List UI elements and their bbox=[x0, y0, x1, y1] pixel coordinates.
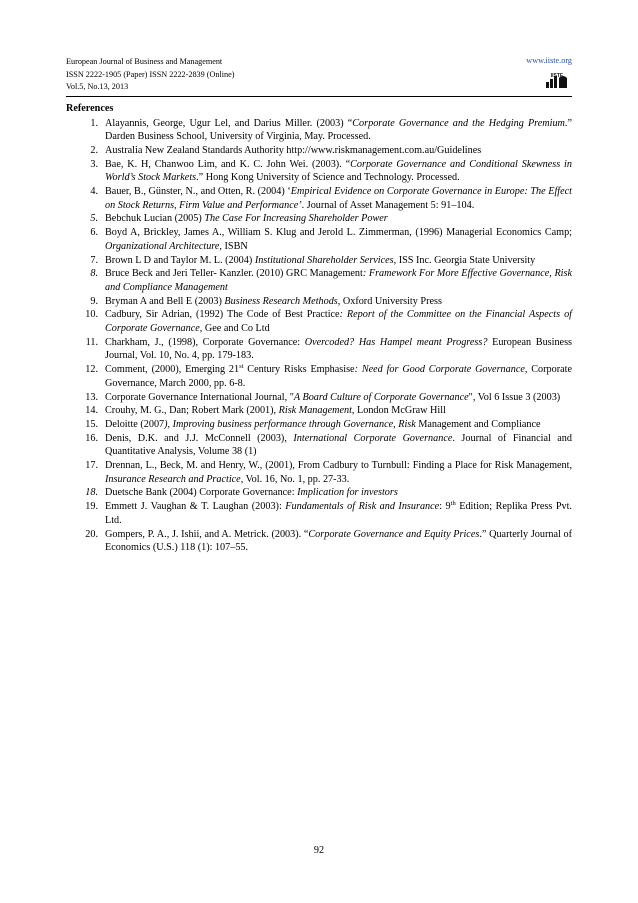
journal-title: European Journal of Business and Management bbox=[66, 57, 223, 66]
reference-item bbox=[66, 308, 572, 335]
reference-text: European Business Journal, Vol. 10, No. 4, pp. 179-183. bbox=[105, 336, 573, 362]
reference-text: Charkham, J., (1998), Corporate Governance: bbox=[105, 336, 305, 348]
reference-text: .” Darden Business School, University of Virginia, May. Processed. bbox=[105, 117, 572, 143]
reference-item bbox=[66, 418, 572, 432]
reference-item bbox=[66, 212, 572, 226]
reference-number: 2. bbox=[90, 144, 98, 156]
reference-text: : Report of the Committee on the Financial Aspects of Corporate Governance bbox=[105, 309, 572, 335]
reference-item bbox=[66, 391, 572, 405]
reference-text: Bebchuk Lucian (2005) bbox=[105, 213, 205, 225]
reference-text: Institutional Shareholder Services bbox=[254, 254, 394, 266]
reference-text: Implication for investors bbox=[297, 487, 398, 499]
reference-text: Bae, K. H, Chanwoo Lim, and K. C. John Wei. (2003). “ bbox=[105, 158, 351, 170]
journal-volume: Vol.5, No.13, 2013 bbox=[66, 82, 129, 91]
reference-item bbox=[66, 486, 572, 500]
reference-text: Business Research Methods bbox=[224, 295, 338, 307]
reference-text: Boyd A, Brickley, James A., William S. Klug and Jerold L. Zimmerman, (1996) Managerial Economics Camp; bbox=[105, 227, 572, 239]
reference-number: 18. bbox=[85, 487, 98, 499]
reference-number: 5. bbox=[90, 213, 98, 225]
reference-text: Cadbury, Sir Adrian, (1992) The Code of Best Practice bbox=[105, 309, 340, 321]
reference-text: Corporate Governance and the Hedging Premium bbox=[352, 117, 565, 129]
reference-text: Overcoded? bbox=[304, 336, 355, 348]
reference-text: Corporate Governance International Journal, " bbox=[105, 391, 294, 403]
reference-text: Australia New Zealand Standards Authority http://www.riskmanagement.com.au/Guidelines bbox=[105, 144, 482, 156]
reference-text: , London McGraw Hill bbox=[351, 405, 446, 417]
reference-text: Gompers, P. A., J. Ishii, and A. Metrick. (2003). “ bbox=[105, 528, 309, 540]
reference-text: Crouhy, M. G., Dan; Robert Mark (2001), bbox=[105, 405, 279, 417]
reference-text: .” Hong Kong University of Science and Technology. Processed. bbox=[196, 172, 460, 184]
reference-text: , Gee and Co Ltd bbox=[199, 323, 270, 335]
references-section bbox=[66, 102, 572, 555]
reference-text: ", Vol 6 Issue 3 (2003) bbox=[468, 391, 561, 403]
reference-number: 7. bbox=[90, 254, 98, 266]
reference-text: : 9 bbox=[439, 501, 451, 513]
reference-item bbox=[66, 295, 572, 309]
reference-text: Risk Management bbox=[278, 405, 352, 417]
reference-number: 20. bbox=[85, 528, 98, 540]
reference-item bbox=[66, 459, 572, 486]
reference-text: , Vol. 16, No. 1, pp. 27-33. bbox=[240, 473, 350, 485]
reference-number: 12. bbox=[85, 364, 98, 376]
reference-number: 6. bbox=[90, 227, 98, 239]
reference-number: 13. bbox=[85, 391, 98, 403]
reference-text: Bryman A and Bell E (2003) bbox=[105, 295, 225, 307]
reference-number: 14. bbox=[85, 405, 98, 417]
reference-item bbox=[66, 117, 572, 144]
reference-text: Bruce Beck and Jeri Teller- Kanzler. (2010) GRC Management bbox=[105, 268, 363, 280]
reference-number: 3. bbox=[90, 158, 98, 170]
reference-text: , Oxford University Press bbox=[337, 295, 442, 307]
reference-text: Empirical Evidence on Corporate Governance in Europe: The Effect on Stock Returns, Firm Value and Performance’ bbox=[105, 186, 573, 211]
references-heading: References bbox=[66, 103, 114, 114]
reference-item bbox=[66, 336, 572, 363]
page-header bbox=[66, 56, 572, 94]
reference-item bbox=[66, 363, 572, 390]
reference-item bbox=[66, 254, 572, 268]
logo-text: IISTE bbox=[550, 73, 564, 79]
reference-number: 11. bbox=[85, 336, 98, 348]
reference-text: Management and Compliance bbox=[415, 418, 541, 430]
reference-text: Has Hampel meant Progress? bbox=[358, 336, 488, 348]
reference-text: ), Improving business performance through Governance, Risk bbox=[164, 418, 416, 430]
reference-text: Corporate Governance and Conditional Skewness in World’s Stock Markets bbox=[105, 158, 572, 184]
reference-text: Brown L D and Taylor M. L. (2004) bbox=[105, 254, 255, 266]
reference-text: Century Risks Emphasise bbox=[243, 364, 355, 376]
reference-text: Edition; Replika Press Pvt. Ltd. bbox=[105, 501, 572, 526]
reference-number: 1. bbox=[90, 117, 98, 129]
reference-number: 9. bbox=[90, 295, 98, 307]
reference-item bbox=[66, 432, 572, 459]
reference-item bbox=[66, 267, 572, 294]
reference-number: 16. bbox=[85, 432, 98, 444]
reference-number: 17. bbox=[85, 460, 98, 472]
reference-number: 15. bbox=[85, 418, 98, 430]
reference-text: . Journal of Financial and Quantitative Analysis, Volume 38 (1) bbox=[105, 432, 572, 458]
reference-text: Deloitte (2007 bbox=[105, 418, 165, 430]
journal-issn: ISSN 2222-1905 (Paper) ISSN 2222-2839 (Online) bbox=[66, 69, 235, 79]
reference-text: A Board Culture of Corporate Governance bbox=[293, 391, 469, 403]
reference-item bbox=[66, 226, 572, 253]
reference-text: Emmett J. Vaughan & T. Laughan (2003): bbox=[105, 501, 286, 513]
reference-text: st bbox=[239, 363, 244, 371]
reference-text: Organizational Architecture bbox=[105, 240, 220, 252]
reference-item bbox=[66, 528, 572, 555]
reference-item bbox=[66, 144, 572, 158]
reference-text: Comment, (2000), Emerging 21 bbox=[105, 364, 240, 376]
reference-text: The Case For Increasing Shareholder Power bbox=[204, 213, 388, 225]
journal-url-link[interactable]: www.iiste.org bbox=[526, 56, 572, 65]
reference-number: 4. bbox=[90, 186, 98, 198]
reference-number: 8. bbox=[90, 268, 98, 280]
reference-text: : Need for Good Corporate Governance bbox=[354, 364, 525, 376]
reference-text: . Journal of Asset Management 5: 91–104. bbox=[301, 199, 475, 211]
reference-text: , ISBN bbox=[219, 240, 248, 252]
reference-item bbox=[66, 404, 572, 418]
reference-text: Fundamentals of Risk and Insurance bbox=[285, 501, 440, 513]
reference-text: Bauer, B., Günster, N., and Otten, R. (2004) ‘ bbox=[105, 186, 291, 198]
reference-text: Drennan, L., Beck, M. and Henry, W., (2001), From Cadbury to Turnbull: Finding a Place for Risk Management, bbox=[105, 460, 572, 472]
reference-text: , ISS Inc. Georgia State University bbox=[393, 254, 536, 266]
reference-text: : Framework For More Effective Governance, Risk and Compliance Management bbox=[105, 268, 572, 293]
reference-number: 10. bbox=[85, 309, 98, 321]
references-list bbox=[66, 117, 572, 556]
iiste-logo-icon bbox=[544, 69, 570, 91]
reference-text: Denis, D.K. and J.J. McConnell (2003), bbox=[105, 432, 294, 444]
reference-text: th bbox=[450, 500, 456, 508]
page-number: 92 bbox=[313, 845, 325, 856]
reference-number: 19. bbox=[85, 501, 98, 513]
reference-text: Alayannis, George, Ugur Lel, and Darius Miller. (2003) “ bbox=[105, 117, 353, 129]
reference-text: Corporate Governance and Equity Prices bbox=[308, 528, 480, 540]
header-rule bbox=[66, 96, 572, 97]
reference-text: .” Quarterly Journal of Economics (U.S.) 118 (1): 107–55. bbox=[105, 528, 572, 554]
reference-text: Duetsche Bank (2004) Corporate Governance: bbox=[105, 487, 298, 499]
reference-item bbox=[66, 158, 572, 185]
reference-text: , Corporate Governance, March 2000, pp. 6-8. bbox=[105, 364, 572, 389]
reference-item bbox=[66, 500, 572, 527]
reference-text: Insurance Research and Practice bbox=[105, 473, 241, 485]
reference-item bbox=[66, 185, 572, 212]
reference-text: International Corporate Governance bbox=[293, 432, 453, 444]
